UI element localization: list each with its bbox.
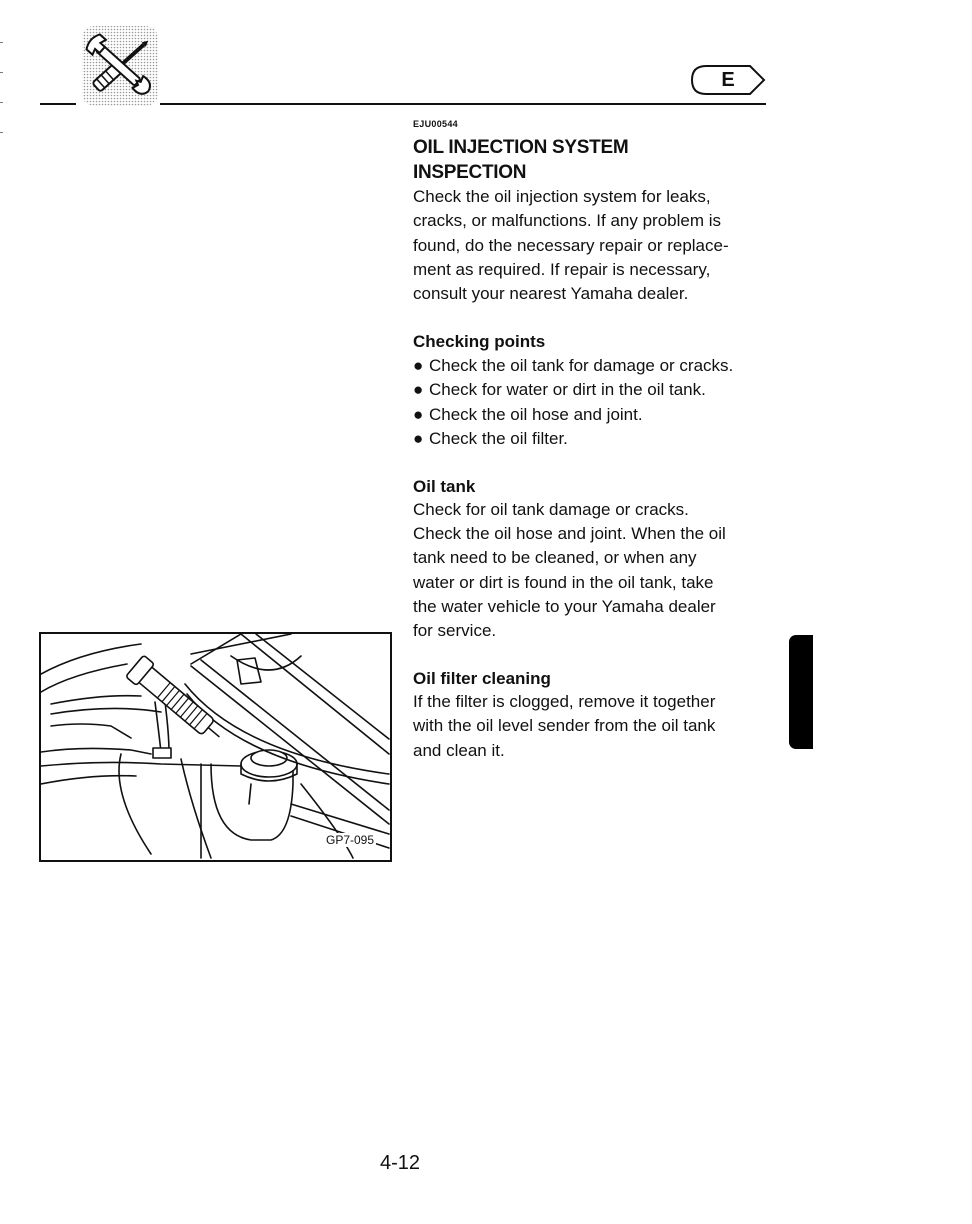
section-title-line: OIL INJECTION SYSTEM xyxy=(413,137,629,158)
text-line: the water vehicle to your Yamaha dealer xyxy=(413,596,716,616)
language-badge-label: E xyxy=(721,69,735,91)
header-rule xyxy=(160,103,766,105)
text-line: consult your nearest Yamaha dealer. xyxy=(413,284,689,304)
text-line: cracks, or malfunctions. If any problem is xyxy=(413,211,722,231)
language-badge xyxy=(690,64,766,96)
bullet-icon: ● xyxy=(413,356,424,375)
list-item-text: Check the oil hose and joint. xyxy=(429,404,643,424)
page-number: 4-12 xyxy=(380,1152,421,1174)
bullet-icon: ● xyxy=(413,380,424,400)
oil-tank-paragraph xyxy=(413,522,765,643)
maintenance-tools-icon xyxy=(74,22,166,108)
checking-points-list xyxy=(413,354,773,451)
oil-tank-line: Check for oil tank damage or cracks. xyxy=(413,500,689,519)
margin-tick xyxy=(0,102,3,103)
margin-tick xyxy=(0,42,3,43)
section-title-line: INSPECTION xyxy=(413,162,527,183)
oil-tank-illustration xyxy=(39,632,392,862)
list-item xyxy=(413,378,773,402)
list-item-text: Check for water or dirt in the oil tank. xyxy=(429,380,706,400)
oil-filter-heading: Oil filter cleaning xyxy=(413,669,551,688)
text-line: for service. xyxy=(413,621,497,641)
text-line: ment as required. If repair is necessary, xyxy=(413,259,711,279)
list-item-text: Check the oil filter. xyxy=(429,428,568,448)
bullet-icon: ● xyxy=(413,404,424,424)
text-line: tank need to be cleaned, or when any xyxy=(413,548,697,568)
text-line: water or dirt is found in the oil tank, take xyxy=(413,572,714,592)
document-code: EJU00544 xyxy=(413,119,458,129)
text-line: Check the oil hose and joint. When the oil xyxy=(413,524,726,543)
checking-points-heading: Checking points xyxy=(413,332,546,351)
list-item xyxy=(413,354,773,378)
text-line: Check the oil injection system for leaks, xyxy=(413,187,711,206)
list-item-text: Check the oil tank for damage or cracks. xyxy=(429,356,734,375)
chapter-tab xyxy=(789,635,813,749)
text-line: with the oil level sender from the oil tank xyxy=(413,716,716,736)
header-rule xyxy=(40,103,76,105)
text-line: found, do the necessary repair or replace- xyxy=(413,235,729,255)
intro-paragraph xyxy=(413,185,765,306)
text-line: and clean it. xyxy=(413,740,505,760)
list-item xyxy=(413,427,773,451)
margin-tick xyxy=(0,72,3,73)
list-item xyxy=(413,403,773,427)
margin-tick xyxy=(0,132,3,133)
section-title xyxy=(413,135,773,185)
bullet-icon: ● xyxy=(413,428,424,448)
figure-code: GP7-095 xyxy=(326,833,375,847)
oil-filter-paragraph xyxy=(413,690,765,763)
text-line: If the filter is clogged, remove it together xyxy=(413,692,716,711)
oil-tank-heading: Oil tank xyxy=(413,477,476,496)
